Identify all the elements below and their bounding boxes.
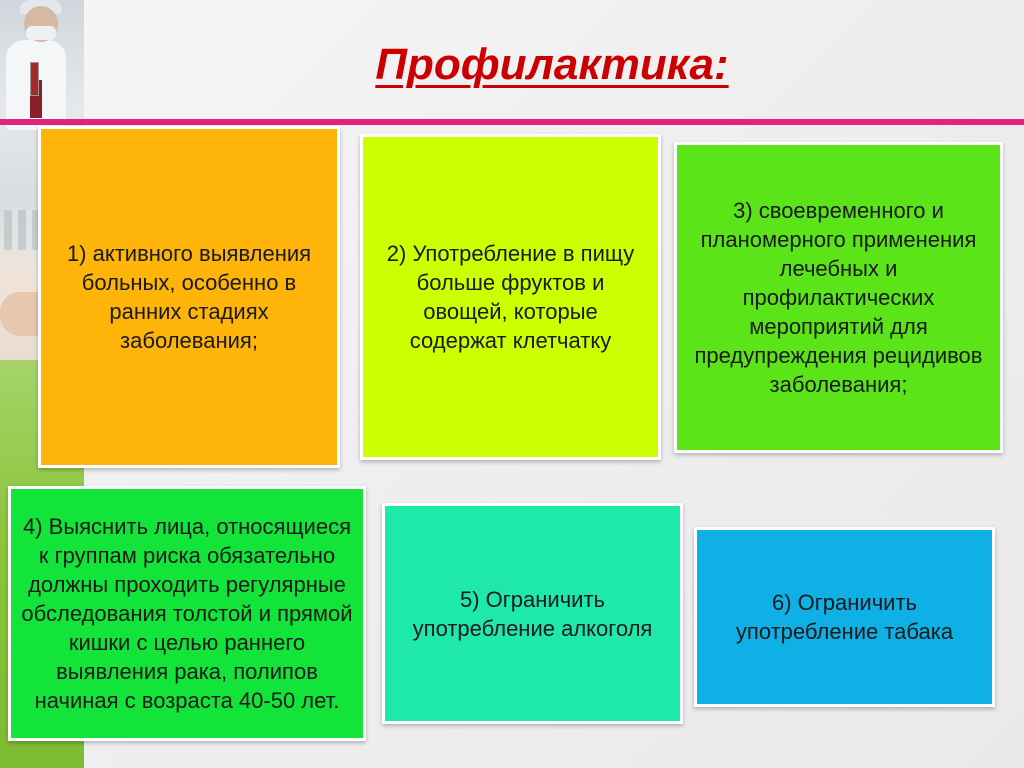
box-5-text: 5) Ограничить употребление алкоголя	[412, 586, 653, 641]
box-4-text: 4) Выяснить лица, относящиеся к группам риска обязательно должны проходить регулярные обследования толстой и прямой кишки с целью раннего выявления рака, полипов начиная с возраста 40-50 лет.	[21, 514, 353, 713]
box-1-text: 1) активного выявления больных, особенно в ранних стадиях заболевания;	[66, 241, 312, 353]
box-6	[694, 527, 995, 707]
box-3	[674, 142, 1003, 453]
box-2-text: 2) Употребление в пищу больше фруктов и овощей, которые содержат клетчатку	[386, 241, 635, 353]
face-mask-graphic	[26, 26, 56, 40]
slide-title: Профилактика:	[375, 40, 729, 89]
box-5	[382, 503, 683, 724]
box-6-text: 6) Ограничить употребление табака	[735, 590, 954, 644]
title-divider	[0, 119, 1024, 125]
box-4	[8, 486, 366, 741]
box-1	[38, 126, 340, 468]
box-3-text: 3) своевременного и планомерного применения лечебных и профилактических мероприятий для предупреждения рецидивов заболевания;	[694, 198, 983, 397]
box-2	[360, 134, 661, 460]
